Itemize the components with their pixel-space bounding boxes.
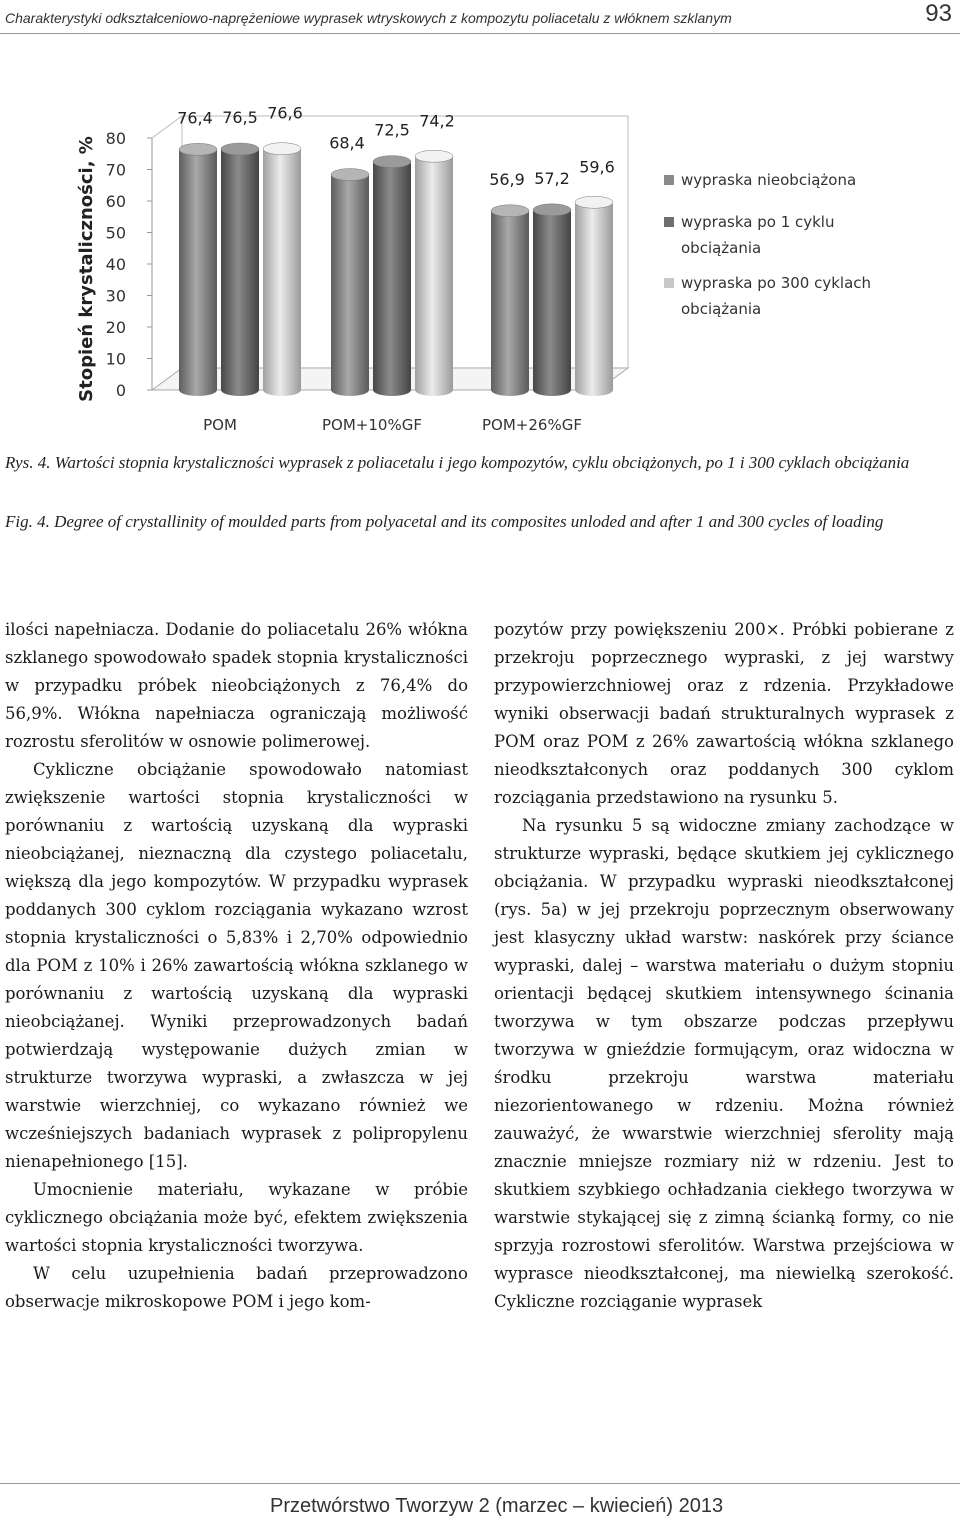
- bar-value-label: 74,2: [419, 111, 455, 131]
- bar: [179, 143, 217, 396]
- y-tick-label: 0: [115, 381, 126, 400]
- y-tick-label: 50: [105, 223, 126, 243]
- crystallinity-bar-chart: [0, 90, 960, 440]
- body-column-right: [494, 616, 954, 1316]
- bar-top: [373, 156, 411, 168]
- bar: [331, 169, 369, 396]
- bar-body: [221, 149, 259, 396]
- y-tick-label: 60: [105, 192, 126, 211]
- bar: [373, 156, 411, 396]
- figure-caption-english: Fig. 4. Degree of crystallinity of moulded parts from polyacetal and its composites unloded and after 1 and 300 cycles of loading: [5, 512, 884, 531]
- bar-top: [575, 196, 613, 208]
- bar-value-label: 56,9: [489, 169, 525, 189]
- bar-value-label: 68,4: [329, 133, 365, 153]
- header-rule: [0, 33, 960, 34]
- bar-value-label: 57,2: [534, 168, 570, 188]
- bar-top: [331, 169, 369, 181]
- bar-body: [331, 175, 369, 396]
- bar-body: [179, 149, 217, 396]
- bar: [533, 204, 571, 396]
- figure-caption-polish: Rys. 4. Wartości stopnia krystaliczności wyprasek z poliacetalu i jego kompozytów, cyklu obciążonych, po 1 i 300 cyklach obciążania: [5, 453, 910, 472]
- y-tick-label: 20: [105, 318, 126, 337]
- paragraph: Cykliczne obciążanie spowodowało natomiast zwiększenie wartości stopnia krystaliczności w porównaniu z wartością uzyskaną dla wypraski nieobciążanej, nieznaczną dla czystego poliacetalu, większą dla jego kompozytów. W przypadku wyprasek poddanych 300 cyklom rozciągania wykazano wzrost stopnia krystaliczności o 5,83% i 2,70% odpowiednio dla POM z 10% i 26% zawartością włókna szklanego w porównaniu z wartością uzyskaną dla wypraski nieobciążanej. Wyniki przeprowadzonych badań potwierdzają występowanie dużych zmian w strukturze tworzywa wypraski, a zwłaszcza w jej warstwie wierzchniej, co wykazano również we wcześniejszych badaniach wyprasek z polipropylenu nienapełnionego [15].: [5, 760, 468, 1171]
- bar-value-label: 76,6: [267, 103, 303, 123]
- paragraph: Na rysunku 5 są widoczne zmiany zachodzące w strukturze wypraski, będące skutkiem jej cyklicznego obciążania. W przypadku wypraski nieodkształconej (rys. 5a) w jej przekroju poprzecznym obserwowany jest klasyczny układ warstw: naskórek przy ściance wypraski, dalej – warstwa materiału o dużym stopniu orientacji będącej skutkiem intensywnego ścinania tworzywa w tym obszarze podczas przepływu tworzywa w gnieździe formującym, oraz widoczna w środku przekroju warstwa materiału niezorientowanego w rdzeniu. Można również zauważyć, że wwarstwie wierzchniej sferolity mają znacznie mniejsze rozmiary niż w rdzeniu. Jest to skutkiem szybkiego ochładzania ciekłego tworzywa w warstwie stykającej się z zimną ścianką formy, co nie sprzyja rozrostowi sferolitów. Warstwa przejściowa w wyprasce nieodkształconej, ma niewielką szerokość. Cykliczne rozciąganie wyprasek: [494, 816, 954, 1311]
- chart-legend: [664, 171, 871, 318]
- bar-body: [575, 202, 613, 396]
- bar-value-label: 76,5: [222, 108, 258, 128]
- category-label: POM+26%GF: [482, 416, 582, 434]
- bar-body: [415, 156, 453, 396]
- bar: [263, 143, 301, 396]
- bar-body: [533, 210, 571, 396]
- bar-value-label: 76,4: [177, 108, 213, 128]
- bar-top: [533, 204, 571, 216]
- paragraph: Umocnienie materiału, wykazane w próbie cyklicznego obciążania może być, efektem zwiększenia wartości stopnia krystaliczności tworzywa.: [5, 1180, 468, 1255]
- footer-rule: [0, 1483, 960, 1484]
- bar: [221, 143, 259, 396]
- y-tick-label: 70: [105, 160, 126, 180]
- bar: [415, 150, 453, 396]
- bar-top: [221, 143, 259, 155]
- paragraph: ilości napełniacza. Dodanie do poliacetalu 26% włókna szklanego spowodowało spadek stopnia krystaliczności w przypadku próbek nieobciążonych z 76,4% do 56,9%. Włókna napełniacza ograniczają możliwość rozrostu sferolitów w osnowie polimerowej.: [5, 620, 468, 751]
- paragraph: pozytów przy powiększeniu 200×. Próbki pobierane z przekroju poprzecznego wypraski, z jej warstwy przypowierzchniowej oraz z rdzenia. Przykładowe wyniki obserwacji badań strukturalnych wyprasek z POM oraz POM z 26% zawartością włókna szklanego nieodkształconych oraz poddanych 300 cyklom rozciągania przedstawiono na rysunku 5.: [494, 620, 954, 807]
- y-axis-label: Stopień krystaliczności, %: [76, 136, 97, 402]
- body-column-left: [5, 616, 468, 1316]
- legend-entry: wypraska po 300 cyklach obciążania: [681, 274, 872, 318]
- bar-top: [491, 205, 529, 217]
- bar: [491, 205, 529, 396]
- running-title: Charakterystyki odkształceniowo-naprężeniowe wyprasek wtryskowych z kompozytu poliacetalu z włóknem szklanym: [5, 10, 732, 26]
- legend-entry: wypraska nieobciążona: [681, 171, 857, 189]
- legend-swatch: [664, 278, 674, 288]
- bar-body: [263, 149, 301, 396]
- bar-top: [179, 143, 217, 155]
- bar-value-label: 59,6: [579, 157, 615, 177]
- page-number: 93: [925, 0, 952, 27]
- bar-top: [263, 143, 301, 155]
- legend-swatch: [664, 175, 674, 185]
- legend-entry: wypraska po 1 cyklu obciążania: [681, 213, 835, 257]
- y-tick-label: 80: [105, 129, 126, 148]
- y-tick-label: 40: [105, 255, 126, 274]
- y-tick-label: 10: [105, 349, 126, 369]
- category-label: POM: [203, 416, 237, 434]
- journal-footer: Przetwórstwo Tworzyw 2 (marzec – kwiecień) 2013: [270, 1495, 724, 1517]
- category-label: POM+10%GF: [322, 416, 422, 434]
- bar-value-label: 72,5: [374, 120, 410, 140]
- bar: [575, 196, 613, 396]
- bar-top: [415, 150, 453, 162]
- legend-swatch: [664, 217, 674, 227]
- paragraph: W celu uzupełnienia badań przeprowadzono obserwacje mikroskopowe POM i jego kom-: [5, 1264, 468, 1311]
- bar-body: [491, 211, 529, 396]
- y-tick-label: 30: [105, 286, 126, 306]
- bar-body: [373, 162, 411, 396]
